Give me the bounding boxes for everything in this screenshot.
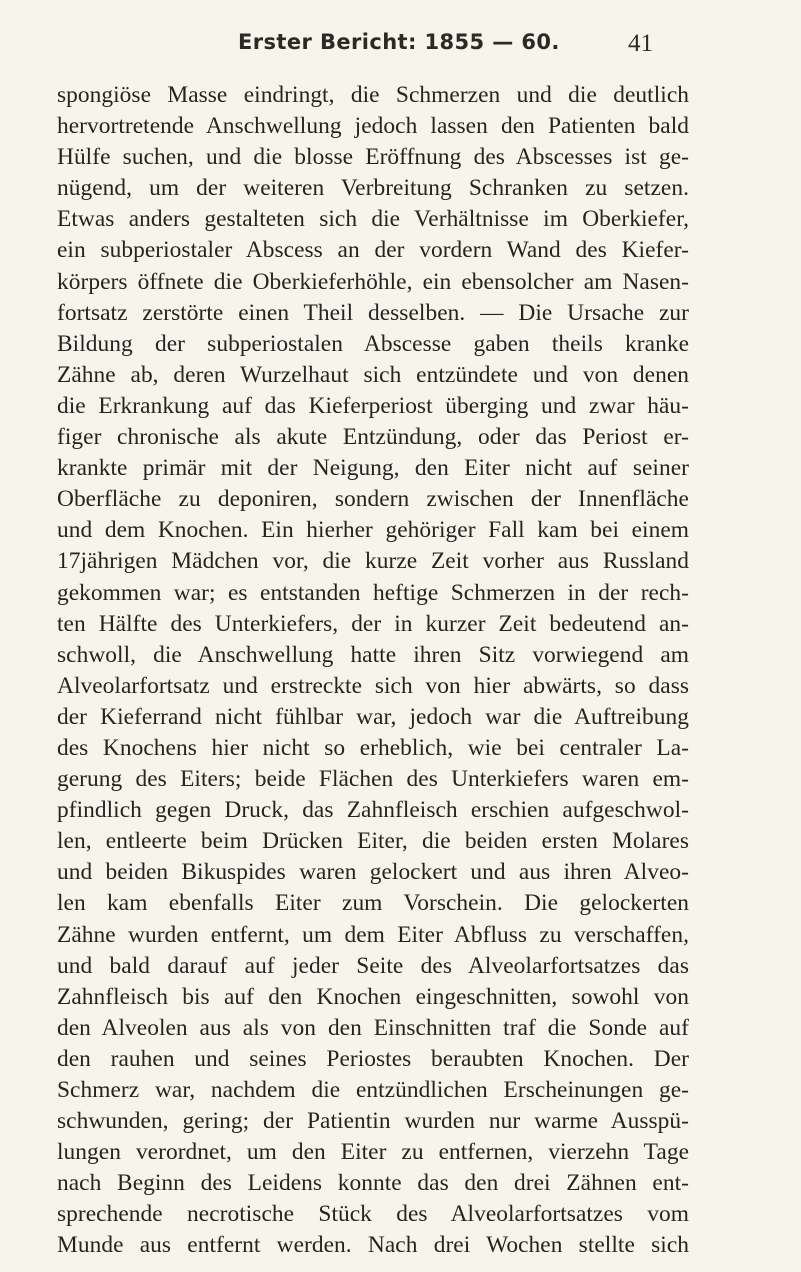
text-line: Alveolarfortsatz und erstreckte sich von hier abwärts, so dass [57, 672, 689, 699]
text-line: und dem Knochen. Ein hierher gehöriger Fall kam bei einem [57, 517, 689, 544]
page-number: 41 [628, 30, 653, 57]
text-line: gekommen war; es entstanden heftige Schmerzen in der rech- [57, 579, 689, 606]
text-line: len kam ebenfalls Eiter zum Vorschein. Die gelockerten [57, 890, 689, 917]
text-line: gerung des Eiters; beide Flächen des Unterkiefers waren em- [57, 766, 689, 793]
text-line: krankte primär mit der Neigung, den Eiter nicht auf seiner [57, 455, 689, 482]
text-line: und beiden Bikuspides waren gelockert und aus ihren Alveo- [57, 859, 689, 886]
text-line: nach Beginn des Leidens konnte das den drei Zähnen ent- [57, 1170, 689, 1197]
text-line: körpers öffnete die Oberkieferhöhle, ein ebensolcher am Nasen- [57, 268, 689, 295]
text-line: den Alveolen aus als von den Einschnitten traf die Sonde auf [57, 1014, 689, 1041]
text-line: schwunden, gering; der Patientin wurden nur warme Ausspü- [57, 1108, 689, 1135]
text-line: ten Hälfte des Unterkiefers, der in kurzer Zeit bedeutend an- [57, 610, 689, 637]
text-line: des Knochens hier nicht so erheblich, wie bei centraler La- [57, 734, 689, 761]
text-line: len, entleerte beim Drücken Eiter, die beiden ersten Molares [57, 828, 689, 855]
text-line: Bildung der subperiostalen Abscesse gaben theils kranke [57, 330, 689, 357]
text-line: spongiöse Masse eindringt, die Schmerzen und die deutlich [57, 82, 689, 108]
text-line: figer chronische als akute Entzündung, oder das Periost er- [57, 424, 689, 451]
text-line: Schmerz war, nachdem die entzündlichen Erscheinungen ge- [57, 1077, 689, 1103]
text-line: Zahnfleisch bis auf den Knochen eingeschnitten, sowohl von [57, 983, 689, 1010]
text-line: fortsatz zerstörte einen Theil desselben. — Die Ursache zur [57, 299, 689, 326]
text-line: 17jährigen Mädchen vor, die kurze Zeit vorher aus Russland [57, 548, 689, 575]
text-line: hervortretende Anschwellung jedoch lassen den Patienten bald [57, 113, 689, 140]
text-line: pfindlich gegen Druck, das Zahnfleisch erschien aufgeschwol- [57, 797, 689, 824]
text-line: der Kieferrand nicht fühlbar war, jedoch war die Auftreibung [57, 703, 689, 730]
running-head-title: Erster Bericht: 1855 — 60. [238, 30, 560, 54]
body-text [57, 80, 689, 1262]
text-line: die Erkrankung auf das Kieferperiost überging und zwar häu- [57, 392, 689, 419]
text-line: sprechende necrotische Stück des Alveolarfortsatzes vom [57, 1201, 689, 1228]
text-line: Zähne ab, deren Wurzelhaut sich entzündete und von denen [57, 361, 689, 388]
text-line: Etwas anders gestalteten sich die Verhältnisse im Oberkiefer, [57, 206, 689, 233]
text-line: lungen verordnet, um den Eiter zu entfernen, vierzehn Tage [57, 1139, 689, 1166]
text-line: Oberfläche zu deponiren, sondern zwischen der Innenfläche [57, 486, 689, 513]
text-line: Hülfe suchen, und die blosse Eröffnung des Abscesses ist ge- [57, 144, 689, 171]
text-line: ein subperiostaler Abscess an der vordern Wand des Kiefer- [57, 237, 689, 264]
text-line: Munde aus entfernt werden. Nach drei Wochen stellte sich [57, 1232, 689, 1259]
text-line: und bald darauf auf jeder Seite des Alveolarfortsatzes das [57, 952, 689, 979]
text-line: nügend, um der weiteren Verbreitung Schranken zu setzen. [57, 175, 689, 202]
text-line: schwoll, die Anschwellung hatte ihren Sitz vorwiegend am [57, 641, 689, 668]
text-line: den rauhen und seines Periostes beraubten Knochen. Der [57, 1045, 689, 1072]
text-line: Zähne wurden entfernt, um dem Eiter Abfluss zu verschaffen, [57, 921, 689, 948]
running-head [0, 30, 801, 60]
